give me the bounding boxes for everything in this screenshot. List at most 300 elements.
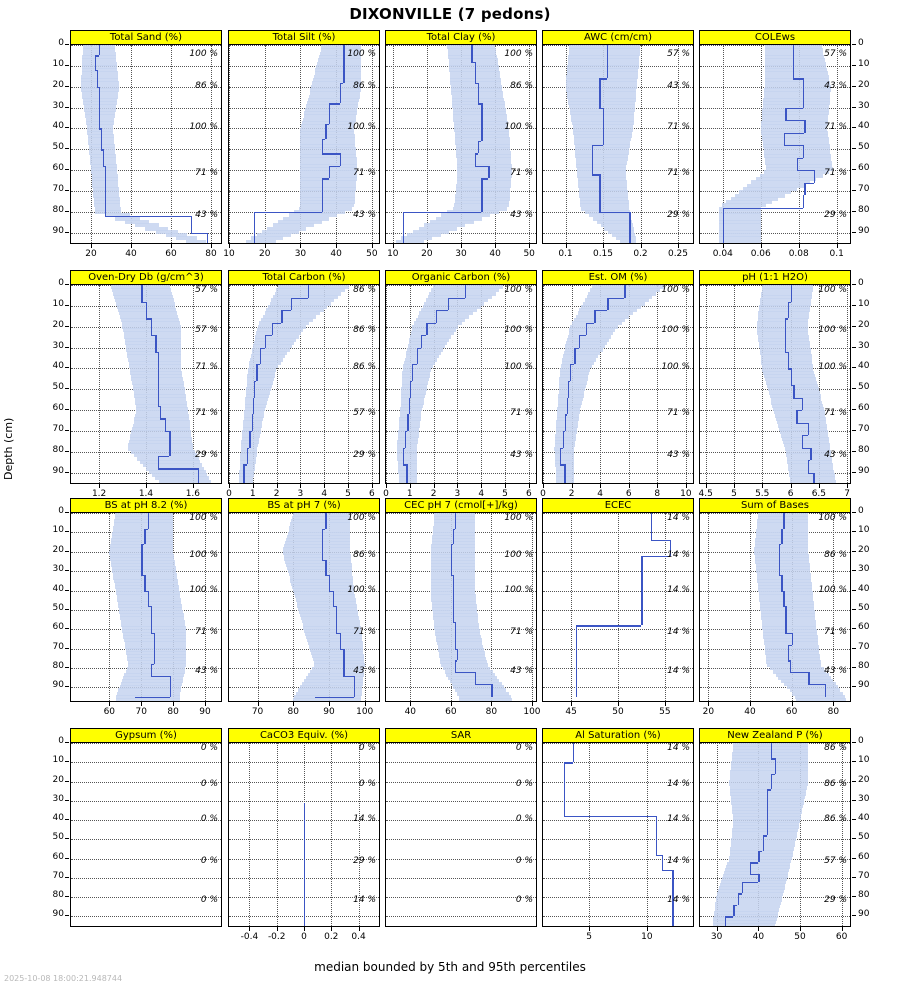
depth-tick-label: 90	[858, 680, 870, 691]
median-line-segment	[254, 212, 255, 233]
median-line-segment	[478, 83, 479, 104]
depth-tick-mark	[852, 148, 856, 149]
depth-tick-label: 70	[52, 870, 64, 881]
pedon-pct-label: 86 %	[353, 549, 376, 560]
depth-tick-mark	[65, 570, 69, 571]
median-line-segment	[272, 323, 282, 324]
median-line-segment	[158, 468, 198, 469]
pedon-pct-label: 57 %	[667, 49, 690, 60]
median-line-segment	[742, 882, 759, 883]
median-line-segment	[308, 285, 309, 298]
timestamp: 2025-10-08 18:00:21.948744	[4, 974, 123, 983]
panel-ecec	[542, 498, 694, 702]
pedon-pct-label: 71 %	[824, 122, 847, 133]
depth-gridline	[229, 233, 379, 234]
depth-gridline	[543, 878, 693, 879]
value-gridline	[589, 743, 590, 926]
median-line-segment	[796, 410, 797, 423]
depth-tick-label: 0	[858, 736, 864, 746]
x-tick-mark	[686, 484, 687, 488]
pedon-pct-label: 100 %	[504, 549, 533, 560]
panel-title: Organic Carbon (%)	[385, 270, 537, 285]
depth-tick-label: 70	[858, 183, 870, 194]
pedon-pct-label: 43 %	[353, 209, 376, 220]
pedon-pct-label: 14 %	[667, 584, 690, 595]
x-tick-mark	[678, 244, 679, 248]
x-tick-label: 6	[787, 489, 794, 499]
depth-tick-label: 60	[52, 851, 64, 862]
pedon-pct-label: 71 %	[824, 168, 847, 179]
median-line-segment	[325, 560, 326, 576]
depth-tick-mark	[852, 838, 856, 839]
x-tick-label: 50	[612, 707, 624, 717]
depth-tick-mark	[65, 761, 69, 762]
median-line-segment	[793, 78, 802, 79]
panel-total-carbon	[228, 270, 380, 484]
depth-tick-label: 20	[52, 319, 64, 330]
panel-title: CaCO3 Equiv. (%)	[228, 728, 380, 743]
median-line-segment	[478, 141, 479, 154]
median-line-segment	[451, 544, 452, 560]
x-tick-mark	[372, 244, 373, 248]
median-line-segment	[629, 228, 630, 243]
x-tick-label: 55	[659, 707, 671, 717]
pedon-pct-label: 0 %	[200, 894, 218, 905]
median-line-segment	[599, 174, 600, 195]
median-line-segment	[291, 298, 292, 311]
pedon-pct-label: 29 %	[824, 894, 847, 905]
depth-tick-label: 40	[858, 813, 870, 824]
median-line-segment	[291, 298, 308, 299]
median-line-segment	[191, 233, 207, 234]
pedon-pct-label: 0 %	[515, 814, 533, 825]
median-line-segment	[784, 133, 785, 146]
x-tick-mark	[434, 484, 435, 488]
median-line-segment	[141, 285, 142, 302]
pedon-pct-label: 14 %	[667, 627, 690, 638]
median-line-segment	[804, 183, 813, 184]
x-tick-label: 10	[387, 249, 399, 259]
median-line-segment	[723, 208, 803, 209]
depth-tick-mark	[65, 800, 69, 801]
depth-tick-mark	[65, 107, 69, 108]
depth-gridline	[71, 916, 221, 917]
depth-tick-label: 30	[52, 564, 64, 575]
x-tick-label: 80	[485, 707, 498, 717]
median-line-segment	[723, 208, 724, 229]
median-line-segment	[796, 423, 807, 424]
x-tick-label: 0	[226, 489, 232, 499]
median-line-segment	[672, 913, 673, 926]
pedon-pct-label: 0 %	[515, 894, 533, 905]
pedon-pct-label: 100 %	[818, 584, 847, 595]
median-line-segment	[592, 145, 603, 146]
median-line-segment	[160, 406, 161, 419]
x-tick-mark	[761, 244, 762, 248]
depth-tick-mark	[852, 190, 856, 191]
panel-title: BS at pH 8.2 (%)	[70, 498, 222, 513]
depth-tick-mark	[65, 686, 69, 687]
value-gridline	[131, 45, 132, 243]
median-line-segment	[758, 851, 759, 863]
median-line-segment	[785, 335, 786, 352]
pedon-pct-label: 43 %	[824, 80, 847, 91]
depth-tick-label: 50	[858, 142, 870, 153]
median-line-segment	[99, 45, 100, 55]
depth-tick-label: 80	[858, 890, 870, 901]
x-tick-mark	[758, 927, 759, 931]
median-line-segment	[488, 166, 489, 179]
panel-ph-1-1-h2o	[699, 270, 851, 484]
panel-title: Total Carbon (%)	[228, 270, 380, 285]
x-tick-label: 1.6	[185, 489, 201, 499]
panel-total-clay	[385, 30, 537, 244]
x-tick-label: 1	[249, 489, 256, 499]
value-gridline	[750, 513, 751, 701]
x-tick-label: 3	[454, 489, 461, 499]
value-gridline	[505, 285, 506, 483]
depth-tick-mark	[852, 570, 856, 571]
depth-tick-label: 90	[52, 909, 64, 920]
x-tick-mark	[300, 244, 301, 248]
pedon-pct-label: 86 %	[195, 80, 218, 91]
median-line-segment	[576, 625, 577, 637]
depth-tick-mark	[852, 915, 856, 916]
depth-gridline	[71, 782, 221, 783]
median-line-segment	[797, 158, 798, 171]
depth-tick-label: 30	[858, 793, 870, 804]
median-line-segment	[738, 893, 739, 905]
median-line-segment	[790, 660, 791, 672]
panel-cec-ph-7-cmol-kg	[385, 498, 537, 702]
pedon-pct-label: 43 %	[195, 209, 218, 220]
median-line-segment	[151, 606, 152, 622]
pedon-pct-label: 86 %	[353, 285, 376, 296]
x-tick-label: 6	[368, 489, 375, 499]
depth-tick-label: 80	[52, 661, 64, 672]
x-tick-label: 40	[744, 707, 756, 717]
depth-tick-label: 50	[858, 602, 870, 613]
depth-tick-label: 30	[858, 564, 870, 575]
plot-area	[699, 44, 851, 244]
median-line-segment	[475, 166, 489, 167]
pedon-pct-label: 100 %	[189, 122, 218, 133]
depth-tick-mark	[852, 896, 856, 897]
pedon-pct-label: 100 %	[818, 362, 847, 373]
median-line-segment	[573, 743, 574, 762]
depth-tick-mark	[852, 472, 856, 473]
pedon-pct-label: 100 %	[189, 512, 218, 523]
median-line-segment	[767, 820, 768, 835]
median-line-segment	[783, 513, 784, 529]
x-tick-mark	[173, 702, 174, 706]
x-tick-label: 20	[421, 249, 433, 259]
depth-tick-mark	[852, 388, 856, 389]
median-line-segment	[329, 575, 330, 591]
value-gridline	[229, 45, 230, 243]
pedon-pct-label: 71 %	[824, 408, 847, 419]
x-tick-mark	[329, 702, 330, 706]
x-tick-mark	[99, 484, 100, 488]
pedon-pct-label: 43 %	[667, 80, 690, 91]
median-line-segment	[99, 108, 100, 129]
plot-area	[542, 742, 694, 927]
value-gridline	[618, 513, 619, 701]
median-line-segment	[448, 298, 449, 311]
depth-tick-mark	[65, 472, 69, 473]
pedon-pct-label: 0 %	[515, 856, 533, 867]
pedon-pct-label: 43 %	[353, 665, 376, 676]
x-tick-label: 0.15	[592, 249, 614, 259]
pedon-pct-label: 100 %	[504, 362, 533, 373]
depth-tick-mark	[852, 211, 856, 212]
median-line-segment	[781, 575, 782, 591]
depth-tick-mark	[852, 609, 856, 610]
percentile-band	[116, 698, 180, 702]
x-tick-label: 7	[844, 489, 851, 499]
x-tick-mark	[249, 927, 250, 931]
x-tick-mark	[647, 927, 648, 931]
median-line-segment	[322, 544, 323, 560]
pedon-pct-label: 0 %	[200, 814, 218, 825]
median-line-segment	[329, 103, 330, 124]
pedon-pct-label: 100 %	[347, 584, 376, 595]
pedon-pct-label: 29 %	[353, 449, 376, 460]
median-line-segment	[651, 513, 652, 532]
median-line-segment	[767, 789, 768, 804]
median-line-segment	[417, 348, 418, 365]
x-tick-mark	[491, 702, 492, 706]
pedon-pct-label: 100 %	[189, 549, 218, 560]
median-line-segment	[793, 398, 801, 399]
median-line-segment	[322, 529, 323, 545]
depth-gridline	[386, 878, 536, 879]
pedon-pct-label: 14 %	[667, 665, 690, 676]
pedon-pct-label: 57 %	[824, 856, 847, 867]
value-gridline	[481, 285, 482, 483]
depth-tick-mark	[65, 430, 69, 431]
x-tick-mark	[277, 927, 278, 931]
depth-tick-label: 50	[858, 832, 870, 843]
depth-tick-mark	[852, 284, 856, 285]
depth-tick-label: 50	[858, 382, 870, 393]
x-tick-mark	[304, 927, 305, 931]
x-tick-mark	[629, 484, 630, 488]
median-line-segment	[191, 216, 192, 233]
x-tick-label: 20	[702, 707, 715, 717]
depth-tick-mark	[65, 409, 69, 410]
value-gridline	[386, 285, 387, 483]
median-line-segment	[785, 622, 786, 634]
value-gridline	[331, 743, 332, 926]
median-line-segment	[592, 145, 593, 162]
median-line-segment	[791, 368, 792, 385]
x-tick-label: 1	[406, 489, 413, 499]
depth-tick-mark	[65, 896, 69, 897]
median-line-segment	[656, 816, 657, 835]
median-line-segment	[151, 622, 152, 634]
x-tick-label: -0.4	[240, 932, 259, 942]
median-line-segment	[802, 448, 810, 449]
depth-tick-mark	[65, 648, 69, 649]
x-tick-label: 60	[103, 707, 116, 717]
panel-title: Total Sand (%)	[70, 30, 222, 45]
depth-tick-label: 60	[52, 403, 64, 414]
median-line-segment	[170, 687, 171, 697]
x-tick-mark	[566, 244, 567, 248]
median-line-segment	[471, 45, 472, 62]
value-gridline	[647, 743, 648, 926]
depth-gridline	[386, 897, 536, 898]
depth-tick-label: 0	[858, 506, 864, 516]
x-tick-mark	[91, 244, 92, 248]
median-line-segment	[453, 529, 454, 545]
depth-tick-mark	[65, 858, 69, 859]
depth-tick-label: 0	[858, 278, 864, 288]
depth-tick-label: 10	[858, 298, 870, 309]
pedon-pct-label: 29 %	[824, 209, 847, 220]
value-gridline	[847, 285, 848, 483]
depth-tick-label: 80	[52, 444, 64, 455]
x-tick-label: 0.06	[750, 249, 771, 259]
depth-tick-label: 80	[52, 204, 64, 215]
x-tick-mark	[665, 702, 666, 706]
x-tick-mark	[109, 702, 110, 706]
depth-tick-label: 70	[52, 183, 64, 194]
panel-title: BS at pH 7 (%)	[228, 498, 380, 513]
depth-tick-mark	[65, 915, 69, 916]
percentile-band	[719, 243, 761, 244]
x-tick-mark	[723, 244, 724, 248]
median-line-segment	[788, 302, 789, 319]
x-tick-label: 20	[85, 249, 97, 259]
x-tick-label: 100	[523, 707, 541, 717]
x-tick-mark	[324, 484, 325, 488]
median-line-segment	[453, 606, 454, 622]
median-line-segment	[594, 310, 607, 311]
median-line-segment	[105, 166, 106, 181]
median-line-segment	[101, 128, 102, 149]
median-line-segment	[599, 95, 600, 108]
pedon-pct-label: 71 %	[667, 122, 690, 133]
x-tick-label: 4	[478, 489, 485, 499]
depth-tick-label: 80	[858, 444, 870, 455]
median-line-segment	[243, 464, 244, 483]
median-line-segment	[594, 310, 595, 323]
x-tick-mark	[505, 484, 506, 488]
depth-tick-mark	[65, 347, 69, 348]
depth-tick-mark	[65, 551, 69, 552]
median-line-segment	[808, 460, 809, 473]
panel-new-zealand-p	[699, 728, 851, 927]
median-line-segment	[564, 816, 656, 817]
median-line-segment	[254, 381, 255, 398]
median-line-segment	[481, 178, 482, 195]
x-tick-label: 5.5	[755, 489, 770, 499]
median-line-segment	[783, 591, 784, 607]
panel-title: Total Clay (%)	[385, 30, 537, 45]
median-line-segment	[641, 556, 642, 591]
x-tick-mark	[451, 702, 452, 706]
depth-tick-mark	[852, 551, 856, 552]
median-line-segment	[785, 120, 804, 121]
median-line-segment	[771, 743, 772, 758]
x-tick-label: 20	[258, 249, 271, 259]
median-line-segment	[436, 310, 437, 323]
depth-tick-mark	[852, 409, 856, 410]
median-line-segment	[343, 62, 344, 83]
depth-tick-mark	[852, 347, 856, 348]
pedon-pct-label: 100 %	[504, 122, 533, 133]
x-tick-label: 0.4	[351, 932, 366, 942]
percentile-band	[186, 240, 206, 244]
depth-gridline	[386, 916, 536, 917]
x-tick-mark	[141, 702, 142, 706]
depth-gridline	[386, 839, 536, 840]
pedon-pct-label: 71 %	[195, 168, 218, 179]
x-tick-label: 6.5	[811, 489, 827, 499]
x-tick-mark	[734, 484, 735, 488]
depth-tick-mark	[65, 742, 69, 743]
x-tick-label: 60	[445, 707, 457, 717]
value-gridline	[708, 513, 709, 701]
pedon-pct-label: 43 %	[510, 209, 533, 220]
depth-gridline	[71, 743, 221, 744]
x-tick-label: 0.2	[633, 249, 648, 259]
x-tick-label: 10	[680, 489, 692, 499]
median-line-segment	[265, 335, 266, 348]
x-tick-mark	[799, 244, 800, 248]
median-line-segment	[790, 672, 809, 673]
depth-gridline	[71, 762, 221, 763]
x-tick-mark	[717, 927, 718, 931]
pedon-pct-label: 86 %	[510, 80, 533, 91]
median-line-segment	[579, 335, 580, 348]
depth-tick-mark	[65, 667, 69, 668]
x-tick-mark	[792, 702, 793, 706]
x-tick-label: 0	[301, 932, 307, 942]
median-line-segment	[662, 855, 663, 870]
pedon-pct-label: 100 %	[347, 122, 376, 133]
median-line-segment	[322, 195, 323, 212]
x-tick-label: 80	[827, 707, 840, 717]
depth-tick-mark	[65, 211, 69, 212]
plot-area	[70, 742, 222, 927]
panel-gypsum	[70, 728, 222, 927]
pedon-pct-label: 14 %	[353, 894, 376, 905]
median-line-segment	[333, 591, 334, 607]
depth-tick-mark	[852, 86, 856, 87]
plot-area	[385, 44, 537, 244]
depth-tick-label: 0	[58, 38, 64, 48]
depth-tick-mark	[65, 838, 69, 839]
median-line-segment	[802, 435, 803, 448]
x-tick-mark	[532, 702, 533, 706]
median-line-segment	[105, 180, 106, 201]
depth-tick-label: 70	[858, 423, 870, 434]
panel-est-om	[542, 270, 694, 484]
plot-area	[385, 284, 537, 484]
percentile-band	[293, 701, 361, 702]
x-tick-label: 0.2	[324, 932, 339, 942]
value-gridline	[324, 285, 325, 483]
depth-tick-label: 30	[52, 100, 64, 111]
pedon-pct-label: 14 %	[667, 894, 690, 905]
median-line-segment	[803, 78, 804, 95]
pedon-pct-label: 86 %	[353, 324, 376, 335]
median-line-segment	[475, 672, 476, 684]
pedon-pct-label: 0 %	[200, 742, 218, 753]
